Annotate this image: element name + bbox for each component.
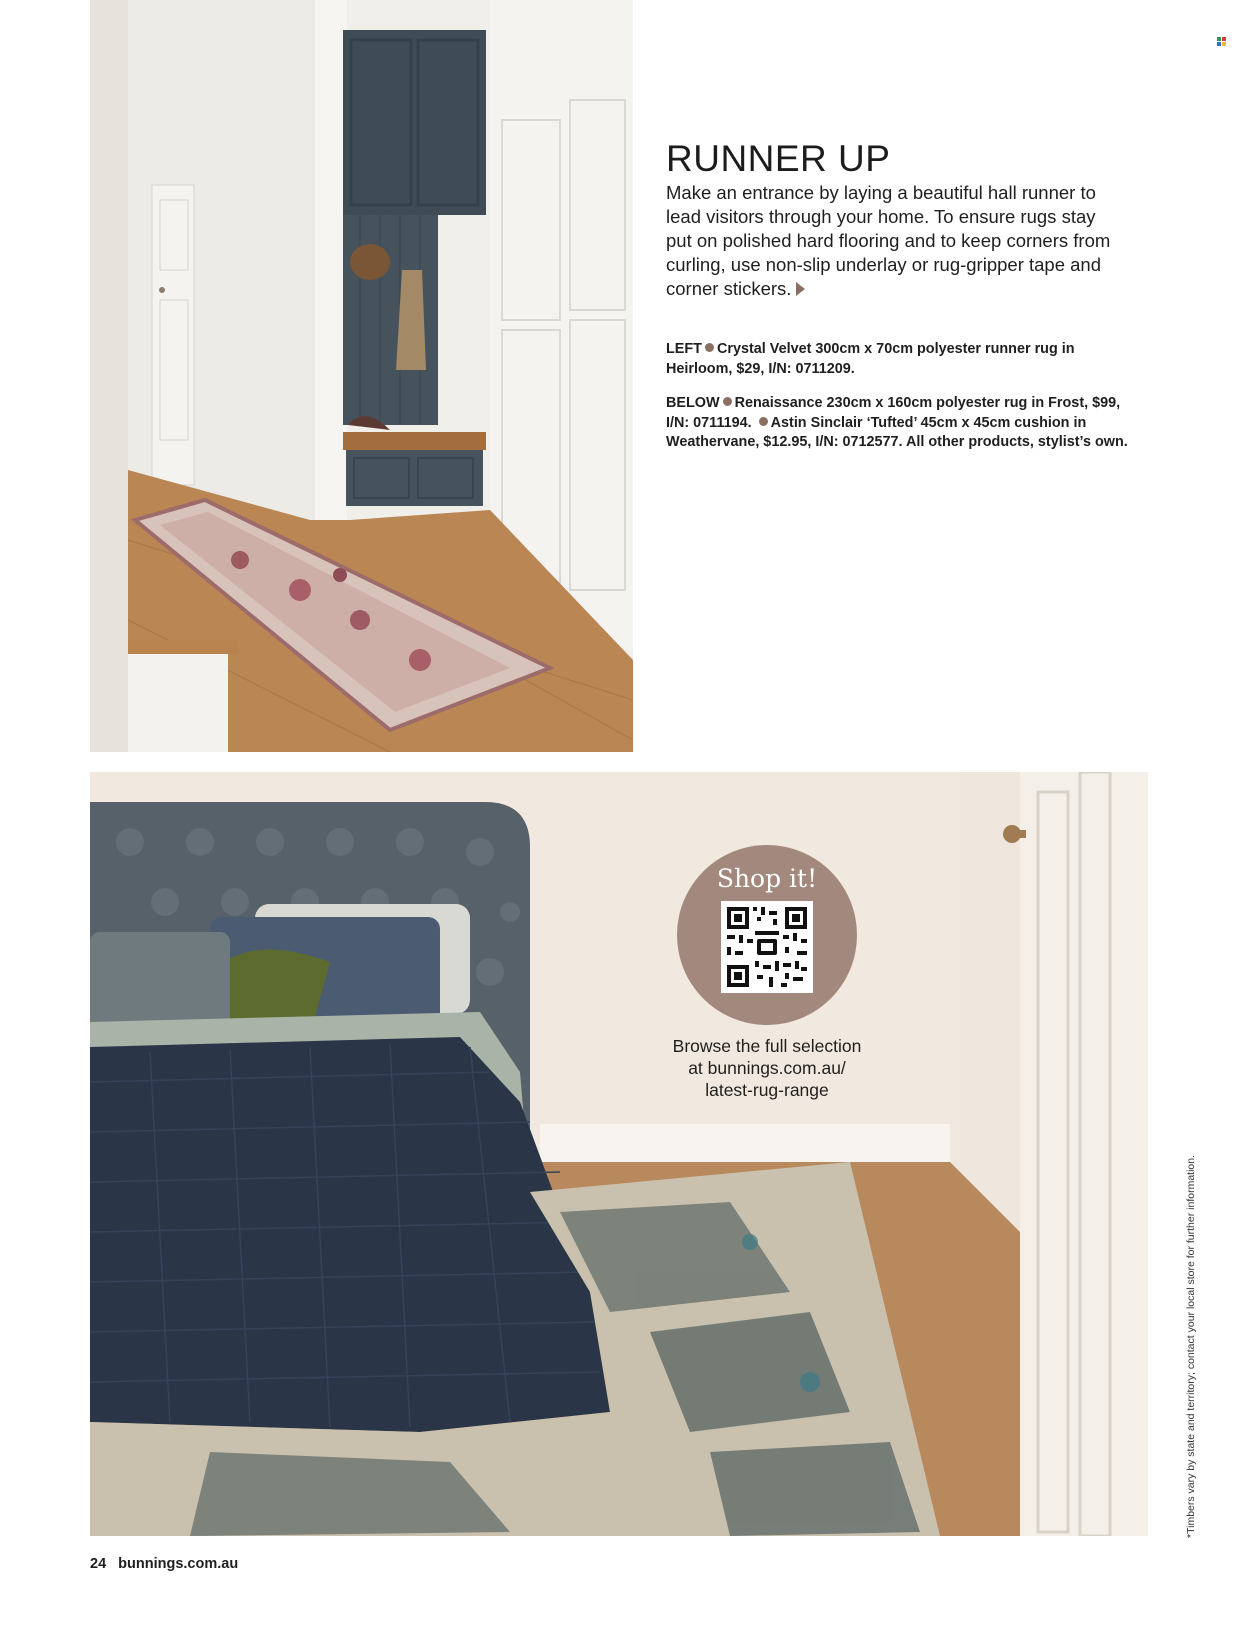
- hallway-photo: [90, 0, 633, 752]
- play-arrow-icon: [796, 282, 805, 296]
- caption-left-text-a: Crystal Velvet 300cm x 70cm polyester runner: [716, 341, 1035, 357]
- caption-below: [666, 394, 1136, 453]
- browse-selection-text: [640, 1035, 894, 1101]
- caption-below-label: BELOW: [666, 395, 720, 411]
- caption-below-text-c: Astin Sinclair ‘Tufted’ 45cm x 45cm: [770, 414, 1015, 431]
- caption-left-text-b: in Heirloom, $29, I/N: 0711209.: [666, 341, 1075, 377]
- article-intro: [666, 181, 1126, 301]
- caption-below-text-d: in Weathervane, $12.95, I/N: 0712577. All other products, stylist’s own.: [666, 414, 1128, 450]
- page-footer: [90, 1556, 246, 1572]
- shop-it-title: Shop it!: [716, 864, 818, 893]
- qr-code-icon: [721, 901, 813, 993]
- bullet-dot-icon: [759, 417, 768, 426]
- caption-below-bold-b: cushion: [1014, 414, 1070, 431]
- bullet-dot-icon: [705, 343, 714, 352]
- corner-logo-icon: [1217, 33, 1226, 42]
- caption-left: [666, 340, 1136, 379]
- article-heading: RUNNER UP: [666, 138, 891, 179]
- caption-left-label: LEFT: [666, 341, 702, 357]
- browse-line-2[interactable]: at bunnings.com.au/: [688, 1058, 846, 1078]
- timber-footnote: *Timbers vary by state and territory; contact your local store for further information.: [1185, 1154, 1197, 1538]
- browse-line-3[interactable]: latest-rug-range: [705, 1080, 829, 1100]
- caption-below-text-a: Renaissance 230cm x 160cm polyester: [734, 395, 1005, 411]
- caption-below-text-b: in Frost, $99, I/N: 0711194.: [666, 395, 1121, 431]
- caption-below-bold-a: rug: [1004, 395, 1028, 411]
- bullet-dot-icon: [723, 397, 732, 406]
- bedroom-photo: [90, 772, 1148, 1536]
- browse-line-1: Browse the full selection: [672, 1036, 862, 1056]
- qr-code[interactable]: [721, 901, 813, 993]
- article-intro-text: Make an entrance by laying a beautiful hall runner to lead visitors through your home. To ensure rugs stay put on polished hard flooring and to keep corners from curling, use non-slip underlay or rug-gripper tape and corner stickers.: [666, 182, 1111, 299]
- page-number: 24: [90, 1556, 107, 1572]
- footer-site[interactable]: bunnings.com.au: [118, 1556, 239, 1572]
- caption-left-bold-a: rug: [1034, 341, 1058, 357]
